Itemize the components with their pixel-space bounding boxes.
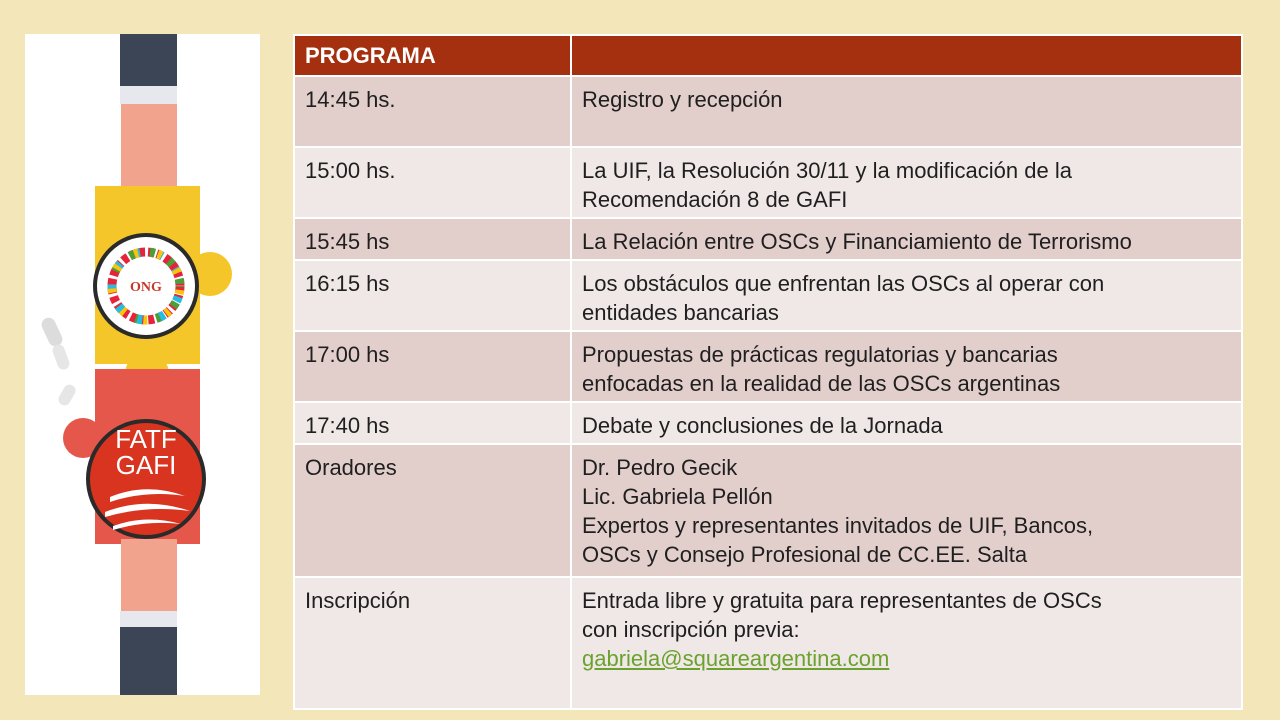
program-header-empty [571, 35, 1242, 76]
program-title: PROGRAMA [294, 35, 571, 76]
schedule-time: 15:00 hs. [294, 147, 571, 218]
svg-text:ONG: ONG [130, 280, 162, 295]
activity-line: Recomendación 8 de GAFI [582, 187, 848, 212]
speakers-list [571, 444, 1242, 577]
schedule-row [294, 218, 1242, 260]
schedule-activity [571, 76, 1242, 147]
registration-label: Inscripción [294, 577, 571, 709]
schedule-time: 17:40 hs [294, 402, 571, 444]
schedule-time: 17:00 hs [294, 331, 571, 402]
illustration-panel [25, 34, 260, 695]
schedule-activity [571, 260, 1242, 331]
speaker-line: Expertos y representantes invitados de UIF, Bancos, [582, 513, 1094, 538]
speakers-label: Oradores [294, 444, 571, 577]
schedule-row [294, 260, 1242, 331]
schedule-activity [571, 331, 1242, 402]
schedule-time: 14:45 hs. [294, 76, 571, 147]
schedule-activity [571, 218, 1242, 260]
activity-line: enfocadas en la realidad de las OSCs argentinas [582, 371, 1061, 396]
ong-badge [95, 235, 197, 337]
registration-line: Entrada libre y gratuita para representantes de OSCs [582, 588, 1102, 613]
schedule-row [294, 76, 1242, 147]
speakers-row [294, 444, 1242, 577]
schedule-activity [571, 402, 1242, 444]
activity-line: entidades bancarias [582, 300, 779, 325]
registration-line: con inscripción previa: [582, 617, 800, 642]
registration-info [571, 577, 1242, 709]
speaker-line: OSCs y Consejo Profesional de CC.EE. Salta [582, 542, 1028, 567]
activity-line: Los obstáculos que enfrentan las OSCs al operar con [582, 271, 1105, 296]
schedule-row [294, 402, 1242, 444]
svg-text:FATF: FATF [115, 424, 177, 454]
activity-line: La UIF, la Resolución 30/11 y la modificación de la [582, 158, 1072, 183]
schedule-row [294, 331, 1242, 402]
puzzle-handshake-illustration [25, 34, 260, 695]
activity-line: Registro y recepción [582, 87, 783, 112]
registration-row [294, 577, 1242, 709]
schedule-time: 16:15 hs [294, 260, 571, 331]
activity-line: Propuestas de prácticas regulatorias y bancarias [582, 342, 1058, 367]
svg-text:GAFI: GAFI [115, 450, 177, 480]
schedule-row [294, 147, 1242, 218]
schedule-activity [571, 147, 1242, 218]
fatf-gafi-badge [88, 421, 204, 537]
speaker-line: Lic. Gabriela Pellón [582, 484, 773, 509]
speaker-line: Dr. Pedro Gecik [582, 455, 738, 480]
activity-line: La Relación entre OSCs y Financiamiento de Terrorismo [582, 229, 1132, 254]
registration-email-link[interactable]: gabriela@squareargentina.com [582, 646, 890, 671]
schedule-time: 15:45 hs [294, 218, 571, 260]
program-table [293, 34, 1243, 710]
program-header-row [294, 35, 1242, 76]
activity-line: Debate y conclusiones de la Jornada [582, 413, 943, 438]
